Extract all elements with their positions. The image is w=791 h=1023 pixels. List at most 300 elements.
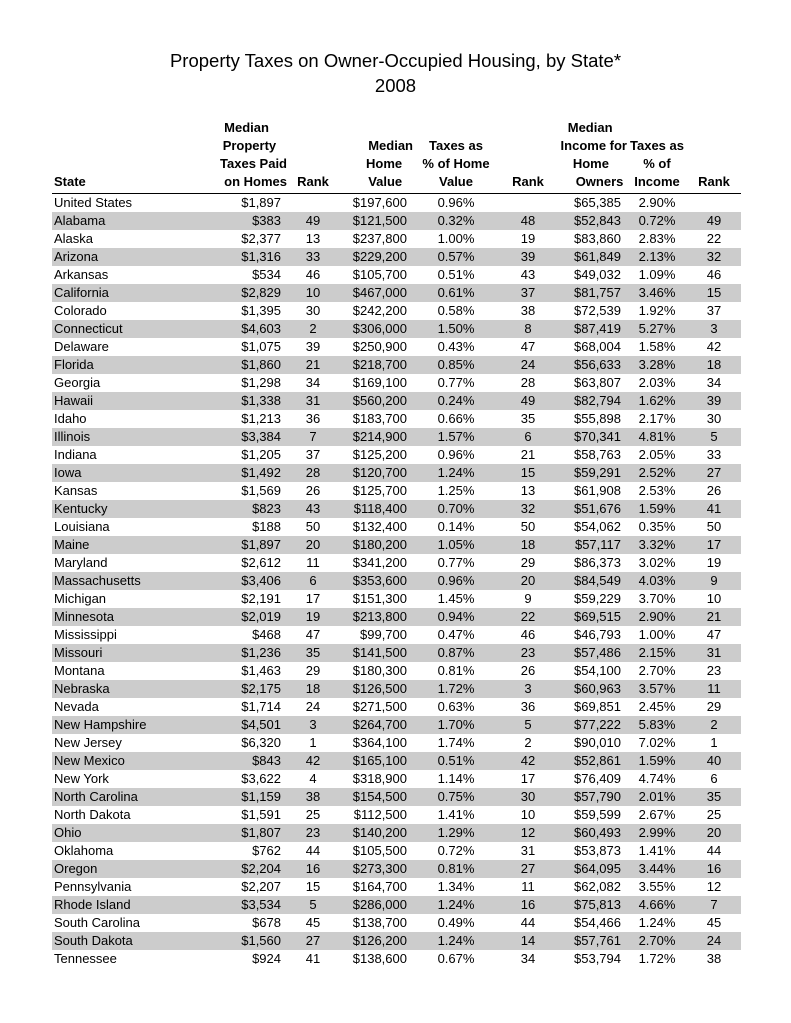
cell-rank-3: 37: [706, 303, 722, 318]
cell-median-value: $560,200: [339, 392, 413, 410]
cell-taxes-pct-income: 2.13%: [627, 248, 687, 266]
cell-rank-2: 29: [520, 555, 536, 570]
cell-median-income: $54,062: [574, 519, 621, 534]
table-row: [52, 482, 741, 500]
cell-rank-1: 47: [305, 627, 321, 642]
cell-taxes-pct-value: 1.41%: [437, 807, 475, 822]
cell-rank-1: 41: [305, 951, 321, 966]
cell-median-taxes: $1,205: [241, 447, 281, 462]
cell-median-income: $49,032: [574, 267, 621, 282]
cell-rank-3: 25: [706, 807, 722, 822]
cell-rank-2: 22: [499, 608, 557, 626]
cell-rank-2: 6: [499, 428, 557, 446]
cell-taxes-pct-value: 1.24%: [413, 896, 499, 914]
cell-taxes-pct-income: 1.59%: [627, 752, 687, 770]
cell-state: Massachusetts: [52, 572, 186, 590]
table-row: [52, 590, 741, 608]
cell-taxes-pct-income: 4.74%: [638, 771, 676, 786]
cell-rank-3: 2: [687, 716, 741, 734]
cell-state: Kentucky: [52, 500, 186, 518]
page-subtitle: 2008: [374, 75, 417, 96]
cell-median-value: $141,500: [339, 644, 413, 662]
table-row: [52, 878, 741, 896]
cell-median-taxes: $3,406: [186, 572, 287, 590]
cell-state: Rhode Island: [52, 896, 186, 914]
cell-rank-2: 50: [520, 519, 536, 534]
table-row: [52, 374, 741, 392]
cell-taxes-pct-income: 3.57%: [627, 680, 687, 698]
cell-taxes-pct-value: 0.51%: [437, 267, 475, 282]
cell-taxes-pct-value: 0.96%: [413, 572, 499, 590]
cell-median-taxes: $823: [186, 500, 287, 518]
cell-median-taxes: $188: [252, 519, 281, 534]
cell-rank-1: 19: [287, 608, 339, 626]
header-median-income-line: Income for: [560, 138, 627, 153]
cell-rank-1: 31: [287, 392, 339, 410]
cell-median-taxes: $1,298: [241, 375, 281, 390]
table-row: [52, 860, 741, 878]
table-row: [52, 950, 741, 968]
cell-rank-2: 26: [520, 663, 536, 678]
cell-rank-2: 47: [520, 339, 536, 354]
cell-state: South Dakota: [52, 932, 186, 950]
table-row: [52, 842, 741, 860]
cell-taxes-pct-value: 0.77%: [437, 375, 475, 390]
cell-taxes-pct-value: 1.72%: [413, 680, 499, 698]
cell-median-value: $237,800: [352, 231, 407, 246]
cell-median-income: $59,229: [574, 591, 621, 606]
cell-rank-1: 23: [287, 824, 339, 842]
table-row: [52, 932, 741, 950]
cell-taxes-pct-value: 0.96%: [437, 447, 475, 462]
cell-median-taxes: $1,492: [186, 464, 287, 482]
cell-rank-2: 11: [521, 879, 535, 894]
cell-rank-1: 24: [305, 699, 321, 714]
cell-median-income: $84,549: [557, 572, 627, 590]
cell-median-income: $87,419: [557, 320, 627, 338]
cell-taxes-pct-income: 3.55%: [638, 879, 676, 894]
cell-rank-2: 42: [499, 752, 557, 770]
cell-median-value: $264,700: [339, 716, 413, 734]
cell-rank-2: 32: [499, 500, 557, 518]
page-title: Property Taxes on Owner-Occupied Housing, by State*: [169, 50, 622, 71]
cell-taxes-pct-value: 1.25%: [437, 483, 475, 498]
cell-rank-2: 49: [499, 392, 557, 410]
cell-rank-1: 5: [287, 896, 339, 914]
cell-median-value: $118,400: [339, 500, 413, 518]
cell-rank-3: 44: [706, 843, 722, 858]
cell-taxes-pct-income: 0.35%: [638, 519, 676, 534]
cell-taxes-pct-income: 1.24%: [638, 915, 676, 930]
cell-rank-1: 27: [287, 932, 339, 950]
table-row: [52, 824, 741, 842]
cell-median-income: $60,493: [557, 824, 627, 842]
cell-median-taxes: $2,207: [241, 879, 281, 894]
cell-taxes-pct-value: 1.14%: [437, 771, 475, 786]
cell-median-value: $286,000: [339, 896, 413, 914]
cell-median-income: $68,004: [574, 339, 621, 354]
table-row: [52, 572, 741, 590]
cell-state: North Carolina: [52, 788, 186, 806]
table-row: [52, 806, 741, 824]
cell-rank-1: 28: [287, 464, 339, 482]
cell-taxes-pct-value: 0.32%: [413, 212, 499, 230]
cell-rank-2: 10: [520, 807, 536, 822]
cell-median-taxes: $1,075: [241, 339, 281, 354]
table-row: [52, 500, 741, 518]
header-median-taxes: [186, 119, 287, 194]
cell-rank-3: 20: [687, 824, 741, 842]
cell-rank-3: 23: [706, 663, 722, 678]
cell-rank-3: 49: [687, 212, 741, 230]
cell-state: North Dakota: [54, 807, 131, 822]
cell-rank-2: 27: [499, 860, 557, 878]
cell-rank-2: 20: [499, 572, 557, 590]
cell-rank-3: 46: [706, 267, 722, 282]
cell-median-income: $52,843: [557, 212, 627, 230]
cell-median-value: $165,100: [339, 752, 413, 770]
cell-median-income: $77,222: [557, 716, 627, 734]
header-median-value: [339, 119, 413, 194]
cell-taxes-pct-income: 2.99%: [627, 824, 687, 842]
cell-taxes-pct-income: 2.90%: [627, 608, 687, 626]
cell-state: Idaho: [54, 411, 87, 426]
cell-rank-3: 10: [706, 591, 722, 606]
cell-taxes-pct-value: 1.24%: [413, 464, 499, 482]
header-taxes-pct-income-line: % of: [643, 156, 671, 171]
cell-taxes-pct-income: 2.15%: [627, 644, 687, 662]
cell-median-taxes: $2,191: [241, 591, 281, 606]
table-row: [52, 788, 741, 806]
cell-taxes-pct-income: 7.02%: [638, 735, 676, 750]
table-row: [52, 302, 741, 320]
cell-state: Missouri: [52, 644, 186, 662]
table-row: [52, 428, 741, 446]
cell-rank-1: 29: [305, 663, 321, 678]
cell-median-taxes: $4,501: [186, 716, 287, 734]
cell-rank-2: 3: [499, 680, 557, 698]
cell-taxes-pct-value: 0.63%: [437, 699, 475, 714]
cell-state: Georgia: [54, 375, 101, 390]
cell-rank-3: 3: [687, 320, 741, 338]
cell-median-value: $467,000: [339, 284, 413, 302]
cell-rank-3: 11: [687, 680, 741, 698]
cell-state: Kansas: [54, 483, 98, 498]
cell-rank-2: [499, 194, 557, 213]
cell-taxes-pct-income: 2.90%: [638, 195, 676, 210]
cell-median-income: $60,963: [557, 680, 627, 698]
cell-median-value: $271,500: [352, 699, 407, 714]
cell-rank-2: 37: [499, 284, 557, 302]
cell-median-taxes: $1,897: [186, 536, 287, 554]
cell-median-value: $164,700: [352, 879, 407, 894]
cell-taxes-pct-value: 0.66%: [437, 411, 475, 426]
cell-rank-1: 17: [305, 591, 321, 606]
cell-state: Connecticut: [52, 320, 186, 338]
cell-rank-2: 36: [520, 699, 536, 714]
cell-taxes-pct-value: 0.85%: [413, 356, 499, 374]
cell-median-taxes: $1,395: [241, 303, 281, 318]
cell-rank-3: 31: [687, 644, 741, 662]
cell-rank-1: 16: [287, 860, 339, 878]
cell-rank-1: 38: [287, 788, 339, 806]
cell-state: Maine: [52, 536, 186, 554]
cell-rank-2: 19: [520, 231, 536, 246]
cell-taxes-pct-value: 1.57%: [413, 428, 499, 446]
header-median-taxes-line: Property: [222, 138, 277, 153]
cell-state: Mississippi: [54, 627, 117, 642]
cell-median-income: $54,466: [574, 915, 621, 930]
cell-state: New Hampshire: [52, 716, 186, 734]
header-median-taxes-line: on Homes: [224, 174, 287, 189]
cell-median-income: $57,790: [557, 788, 627, 806]
cell-rank-1: 2: [287, 320, 339, 338]
cell-median-value: $306,000: [339, 320, 413, 338]
table-row: [52, 266, 741, 284]
cell-median-taxes: $678: [252, 915, 281, 930]
cell-median-value: $250,900: [352, 339, 407, 354]
cell-taxes-pct-income: 1.62%: [627, 392, 687, 410]
cell-taxes-pct-value: 0.58%: [437, 303, 475, 318]
cell-median-value: $183,700: [352, 411, 407, 426]
cell-taxes-pct-income: 2.70%: [627, 932, 687, 950]
cell-rank-3: 24: [687, 932, 741, 950]
header-median-income: [557, 119, 627, 194]
cell-taxes-pct-income: 2.01%: [627, 788, 687, 806]
cell-rank-2: 31: [520, 843, 536, 858]
cell-median-taxes: $924: [252, 951, 281, 966]
cell-taxes-pct-income: 5.83%: [627, 716, 687, 734]
cell-rank-2: 28: [520, 375, 536, 390]
cell-median-value: $99,700: [360, 627, 407, 642]
cell-median-taxes: $3,622: [241, 771, 281, 786]
cell-rank-1: 49: [287, 212, 339, 230]
header-median-income-line: Owners: [575, 174, 624, 189]
cell-rank-3: 35: [687, 788, 741, 806]
cell-median-income: $59,291: [557, 464, 627, 482]
header-rank-1: [287, 119, 339, 194]
header-taxes-pct-value-line: Value: [439, 174, 473, 189]
cell-rank-3: 47: [706, 627, 722, 642]
cell-state: Oklahoma: [54, 843, 114, 858]
cell-taxes-pct-income: 4.03%: [627, 572, 687, 590]
cell-median-value: $138,600: [352, 951, 407, 966]
cell-median-value: $126,200: [339, 932, 413, 950]
cell-taxes-pct-income: 2.45%: [638, 699, 676, 714]
cell-rank-3: 22: [706, 231, 722, 246]
table-row: [52, 518, 741, 536]
cell-taxes-pct-income: 3.46%: [627, 284, 687, 302]
cell-median-taxes: $2,829: [186, 284, 287, 302]
cell-rank-3: 16: [687, 860, 741, 878]
cell-median-income: $64,095: [557, 860, 627, 878]
cell-rank-1: 6: [287, 572, 339, 590]
cell-median-taxes: $2,204: [186, 860, 287, 878]
table-row: [52, 662, 741, 680]
cell-median-income: $90,010: [574, 735, 621, 750]
table-row: [52, 770, 741, 788]
cell-rank-1: 4: [309, 771, 317, 786]
header-state: [52, 119, 186, 194]
cell-rank-2: 12: [499, 824, 557, 842]
cell-taxes-pct-income: 2.83%: [638, 231, 676, 246]
cell-rank-3: 38: [706, 951, 722, 966]
cell-taxes-pct-value: 0.43%: [437, 339, 475, 354]
cell-rank-1: 39: [305, 339, 321, 354]
cell-rank-3: 5: [687, 428, 741, 446]
cell-taxes-pct-value: 1.70%: [413, 716, 499, 734]
cell-taxes-pct-income: 1.41%: [638, 843, 676, 858]
cell-median-income: $72,539: [574, 303, 621, 318]
cell-median-taxes: $4,603: [186, 320, 287, 338]
cell-taxes-pct-value: 1.34%: [437, 879, 475, 894]
cell-median-taxes: $383: [186, 212, 287, 230]
cell-taxes-pct-value: 0.49%: [437, 915, 475, 930]
cell-rank-2: 48: [499, 212, 557, 230]
cell-taxes-pct-income: 3.44%: [627, 860, 687, 878]
cell-rank-3: 33: [706, 447, 722, 462]
cell-median-income: $53,873: [574, 843, 621, 858]
cell-median-value: $126,500: [339, 680, 413, 698]
header-median-taxes-line: Median: [224, 120, 269, 135]
cell-rank-1: 26: [305, 483, 321, 498]
cell-state: Indiana: [54, 447, 97, 462]
table-row: [52, 284, 741, 302]
header-taxes-pct-value-line: % of Home: [422, 156, 490, 171]
cell-rank-3: 30: [706, 411, 722, 426]
cell-median-value: $341,200: [352, 555, 407, 570]
cell-state: Colorado: [54, 303, 107, 318]
cell-median-taxes: $2,175: [186, 680, 287, 698]
cell-taxes-pct-value: 0.51%: [413, 752, 499, 770]
cell-median-value: $105,700: [352, 267, 407, 282]
cell-median-income: $59,599: [574, 807, 621, 822]
header-taxes-pct-value-line: Taxes as: [429, 138, 483, 153]
cell-median-taxes: $2,612: [241, 555, 281, 570]
cell-state: Alaska: [54, 231, 94, 246]
cell-rank-2: 44: [520, 915, 536, 930]
table-row: [52, 752, 741, 770]
cell-taxes-pct-income: 2.67%: [638, 807, 676, 822]
cell-median-taxes: $2,019: [186, 608, 287, 626]
cell-state: Maryland: [54, 555, 108, 570]
cell-median-taxes: $1,897: [241, 195, 281, 210]
table-row: [52, 320, 741, 338]
cell-rank-1: 1: [309, 735, 317, 750]
cell-rank-1: 30: [305, 303, 321, 318]
cell-median-taxes: $468: [252, 627, 281, 642]
cell-rank-1: 50: [305, 519, 321, 534]
cell-rank-2: 18: [499, 536, 557, 554]
cell-rank-2: 13: [520, 483, 536, 498]
cell-rank-2: 30: [499, 788, 557, 806]
cell-rank-1: 21: [287, 356, 339, 374]
cell-rank-2: 39: [499, 248, 557, 266]
cell-median-value: $120,700: [339, 464, 413, 482]
cell-rank-1: 34: [305, 375, 321, 390]
cell-state: Iowa: [52, 464, 186, 482]
cell-rank-3: 9: [687, 572, 741, 590]
cell-median-income: $51,676: [557, 500, 627, 518]
cell-median-value: $125,200: [352, 447, 407, 462]
cell-rank-2: 24: [499, 356, 557, 374]
cell-rank-2: 2: [524, 735, 532, 750]
cell-rank-2: 35: [520, 411, 536, 426]
cell-state: Nebraska: [52, 680, 186, 698]
cell-median-value: $112,500: [353, 807, 407, 822]
cell-median-taxes: $3,534: [186, 896, 287, 914]
cell-taxes-pct-value: 0.24%: [413, 392, 499, 410]
header-rank-3: [687, 119, 741, 194]
cell-taxes-pct-income: 1.00%: [638, 627, 676, 642]
header-taxes-pct-income-line: Income: [634, 174, 680, 189]
cell-median-value: $125,700: [352, 483, 407, 498]
table-row: [52, 608, 741, 626]
cell-median-income: $63,807: [574, 375, 621, 390]
cell-median-taxes: $1,463: [241, 663, 281, 678]
cell-rank-3: 18: [687, 356, 741, 374]
cell-state: Ohio: [52, 824, 186, 842]
cell-median-income: $55,898: [574, 411, 621, 426]
cell-median-income: $82,794: [557, 392, 627, 410]
table-row: [52, 536, 741, 554]
cell-state: Illinois: [52, 428, 186, 446]
cell-rank-2: 14: [499, 932, 557, 950]
cell-median-taxes: $843: [186, 752, 287, 770]
cell-state: New Jersey: [54, 735, 122, 750]
cell-median-income: $57,761: [557, 932, 627, 950]
table-row: [52, 896, 741, 914]
table-row: [52, 464, 741, 482]
cell-rank-1: 20: [287, 536, 339, 554]
cell-state: Pennsylvania: [54, 879, 132, 894]
cell-taxes-pct-income: 3.32%: [627, 536, 687, 554]
table-row: [52, 248, 741, 266]
header-taxes-pct-income: [627, 119, 687, 194]
cell-rank-1: 3: [287, 716, 339, 734]
cell-rank-3: 32: [687, 248, 741, 266]
cell-taxes-pct-value: 0.57%: [413, 248, 499, 266]
cell-median-taxes: $762: [252, 843, 281, 858]
cell-taxes-pct-value: 0.81%: [413, 860, 499, 878]
cell-median-income: $61,908: [574, 483, 621, 498]
cell-rank-3: 12: [706, 879, 722, 894]
table-row: [52, 410, 741, 428]
cell-taxes-pct-value: 0.96%: [437, 195, 475, 210]
cell-taxes-pct-income: 1.09%: [638, 267, 676, 282]
cell-taxes-pct-income: 1.72%: [638, 951, 676, 966]
cell-rank-3: 15: [687, 284, 741, 302]
cell-rank-2: 17: [520, 771, 536, 786]
cell-rank-1: 15: [305, 879, 321, 894]
cell-median-value: $169,100: [352, 375, 407, 390]
cell-taxes-pct-value: 1.05%: [413, 536, 499, 554]
header-median-value-line: Value: [368, 174, 403, 189]
cell-taxes-pct-income: 3.28%: [627, 356, 687, 374]
cell-median-taxes: $1,213: [241, 411, 281, 426]
cell-median-income: $57,486: [557, 644, 627, 662]
cell-state: Delaware: [54, 339, 109, 354]
header-rank-1-label: Rank: [297, 174, 329, 189]
cell-median-taxes: $1,807: [186, 824, 287, 842]
cell-taxes-pct-value: 0.70%: [413, 500, 499, 518]
cell-median-income: $56,633: [557, 356, 627, 374]
cell-median-taxes: $534: [252, 267, 281, 282]
table-row: [52, 734, 741, 752]
header-median-taxes-line: Taxes Paid: [220, 156, 287, 171]
cell-taxes-pct-income: 3.02%: [638, 555, 676, 570]
cell-rank-2: 9: [524, 591, 532, 606]
